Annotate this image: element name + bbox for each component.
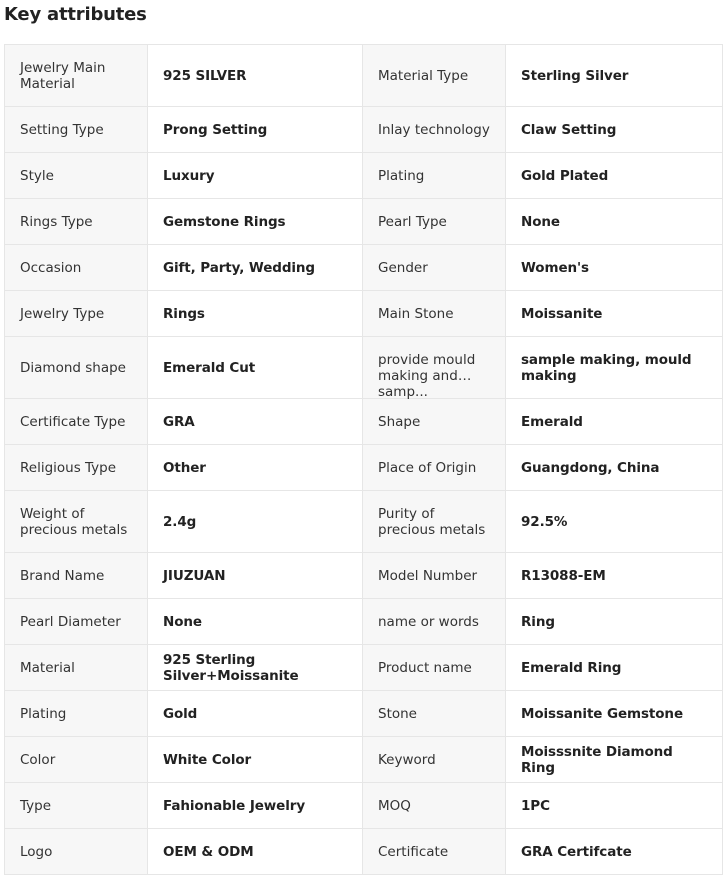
attribute-name: Main Stone: [378, 305, 454, 322]
attribute-value: sample making, mould making: [521, 351, 692, 384]
attribute-name: Brand Name: [20, 567, 105, 584]
attribute-value: Ring: [521, 613, 555, 630]
attribute-value-cell: [506, 491, 723, 553]
attribute-name-cell: [5, 199, 148, 245]
attribute-name-cell: [5, 691, 148, 737]
attribute-value-cell: [148, 45, 363, 107]
attribute-value-cell: [506, 829, 723, 875]
attribute-name: Stone: [378, 705, 417, 722]
attribute-value: White Color: [163, 751, 252, 768]
table-row: [5, 337, 723, 399]
attribute-value: 1PC: [521, 797, 550, 814]
attribute-value: GRA: [163, 413, 195, 430]
attribute-name: name or words: [378, 613, 479, 630]
attribute-name: Plating: [378, 167, 425, 184]
attribute-name-cell: [363, 245, 506, 291]
attribute-value: Moissanite Gemstone: [521, 705, 683, 722]
attribute-name-cell: [363, 553, 506, 599]
attribute-value: Emerald Cut: [163, 359, 256, 376]
attribute-value-cell: [148, 107, 363, 153]
attribute-value: Gift, Party, Wedding: [163, 259, 315, 276]
attribute-value: 925 SILVER: [163, 67, 247, 84]
attribute-value-cell: [506, 783, 723, 829]
attribute-value-cell: [148, 553, 363, 599]
attribute-name: Keyword: [378, 751, 436, 768]
attribute-name: Type: [20, 797, 52, 814]
attribute-name: Pearl Diameter: [20, 613, 121, 630]
table-row: [5, 107, 723, 153]
attribute-value-cell: [148, 645, 363, 691]
attribute-name: Certificate: [378, 843, 449, 860]
attribute-value-cell: [148, 337, 363, 399]
attribute-value: Moisssnite Diamond Ring: [521, 743, 673, 776]
attribute-name-cell: [5, 737, 148, 783]
attribute-value-cell: [148, 599, 363, 645]
attribute-value-cell: [506, 399, 723, 445]
attribute-value: Luxury: [163, 167, 215, 184]
attribute-value-cell: [506, 153, 723, 199]
attribute-name-cell: [5, 107, 148, 153]
attribute-name: Plating: [20, 705, 67, 722]
attribute-value-cell: [506, 245, 723, 291]
attribute-name-cell: [363, 829, 506, 875]
attribute-name-cell: [5, 553, 148, 599]
attribute-value: JIUZUAN: [163, 567, 226, 584]
attribute-value: R13088-EM: [521, 567, 606, 584]
attribute-name: Style: [20, 167, 54, 184]
attribute-value: GRA Certifcate: [521, 843, 632, 860]
attribute-name: Rings Type: [20, 213, 93, 230]
attribute-value-cell: [148, 399, 363, 445]
attribute-name: Occasion: [20, 259, 82, 276]
attribute-name: Pearl Type: [378, 213, 447, 230]
attribute-name-cell: [5, 491, 148, 553]
table-row: [5, 599, 723, 645]
attribute-value: Women's: [521, 259, 589, 276]
attribute-name-cell: [5, 337, 148, 399]
attribute-value-cell: [506, 599, 723, 645]
attribute-name: provide mould making and samp...: [378, 351, 476, 400]
table-row: [5, 199, 723, 245]
attribute-value: Gold: [163, 705, 198, 722]
attribute-value-cell: [148, 737, 363, 783]
table-row: [5, 399, 723, 445]
attribute-value-cell: [506, 107, 723, 153]
attribute-value-cell: [148, 245, 363, 291]
attribute-value-cell: [506, 691, 723, 737]
attribute-name: Shape: [378, 413, 421, 430]
attribute-value: Emerald: [521, 413, 583, 430]
attribute-name-cell: [363, 491, 506, 553]
attribute-name-cell: [5, 783, 148, 829]
attribute-name: Logo: [20, 843, 53, 860]
attribute-name-cell: [5, 399, 148, 445]
attribute-name-cell: [363, 445, 506, 491]
attribute-value-cell: [148, 691, 363, 737]
attribute-value: Sterling Silver: [521, 67, 629, 84]
attribute-name: Inlay technology: [378, 121, 490, 138]
attribute-value-cell: [506, 645, 723, 691]
attribute-value-cell: [148, 199, 363, 245]
attribute-value: None: [163, 613, 202, 630]
attribute-value-cell: [506, 291, 723, 337]
attribute-value: OEM & ODM: [163, 843, 254, 860]
attribute-value: Moissanite: [521, 305, 603, 322]
table-row: [5, 645, 723, 691]
attribute-name-cell: [363, 645, 506, 691]
attribute-name-cell: [363, 399, 506, 445]
attribute-value: Emerald Ring: [521, 659, 622, 676]
attribute-value-cell: [148, 291, 363, 337]
attribute-value: 925 Sterling Silver+Moissanite: [163, 651, 299, 684]
attribute-name-cell: [5, 645, 148, 691]
attribute-name: Diamond shape: [20, 359, 126, 376]
table-row: [5, 245, 723, 291]
attribute-name: Material Type: [378, 67, 469, 84]
attribute-name: Model Number: [378, 567, 478, 584]
attribute-name-cell: [363, 691, 506, 737]
attribute-value-cell: [506, 445, 723, 491]
attribute-value: None: [521, 213, 560, 230]
attribute-name-cell: [363, 737, 506, 783]
attribute-name-cell: [5, 291, 148, 337]
attribute-name-cell: [363, 107, 506, 153]
attribute-value: 2.4g: [163, 513, 197, 530]
attribute-value: Fahionable Jewelry: [163, 797, 306, 814]
attribute-value-cell: [148, 783, 363, 829]
table-row: [5, 737, 723, 783]
attribute-name-cell: [5, 153, 148, 199]
table-row: [5, 691, 723, 737]
attribute-value-cell: [506, 45, 723, 107]
table-row: [5, 491, 723, 553]
key-attributes-table: [4, 44, 723, 875]
attribute-name: Weight of precious metals: [20, 505, 128, 538]
attribute-name-cell: [363, 291, 506, 337]
attribute-name-cell: [5, 829, 148, 875]
attribute-name: Certificate Type: [20, 413, 126, 430]
attribute-name: Jewelry Type: [20, 305, 105, 322]
attribute-name-cell: [363, 783, 506, 829]
attribute-value-cell: [506, 737, 723, 783]
attribute-value: Other: [163, 459, 206, 476]
attribute-name: Gender: [378, 259, 428, 276]
attribute-value: Guangdong, China: [521, 459, 660, 476]
table-row: [5, 291, 723, 337]
table-row: [5, 783, 723, 829]
attribute-value: Gold Plated: [521, 167, 609, 184]
key-attributes-body: [5, 45, 723, 875]
attribute-value: Gemstone Rings: [163, 213, 286, 230]
attribute-name-cell: [5, 45, 148, 107]
table-row: [5, 153, 723, 199]
attribute-name-cell: [363, 45, 506, 107]
attribute-name: Place of Origin: [378, 459, 477, 476]
attribute-value: Claw Setting: [521, 121, 617, 138]
attribute-value: Prong Setting: [163, 121, 268, 138]
attribute-name: MOQ: [378, 797, 411, 814]
attribute-value-cell: [148, 445, 363, 491]
table-row: [5, 553, 723, 599]
table-row: [5, 45, 723, 107]
attribute-value-cell: [148, 153, 363, 199]
attribute-value-cell: [148, 829, 363, 875]
attribute-name: Setting Type: [20, 121, 104, 138]
attribute-name-cell: [363, 199, 506, 245]
attribute-name: Product name: [378, 659, 472, 676]
attribute-name-cell: [363, 599, 506, 645]
attribute-name-cell: [5, 599, 148, 645]
attribute-name: Material: [20, 659, 75, 676]
attribute-value-cell: [148, 491, 363, 553]
attribute-name: Religious Type: [20, 459, 117, 476]
attribute-value-cell: [506, 199, 723, 245]
attribute-value: 92.5%: [521, 513, 568, 530]
page-title: Key attributes: [4, 4, 147, 25]
attribute-name-cell: [363, 337, 506, 399]
attribute-name-cell: [363, 153, 506, 199]
attribute-value-cell: [506, 337, 723, 399]
attribute-name: Color: [20, 751, 56, 768]
attribute-name-cell: [5, 445, 148, 491]
attribute-name: Jewelry Main Material: [20, 59, 106, 92]
table-row: [5, 829, 723, 875]
attribute-value: Rings: [163, 305, 205, 322]
attribute-name-cell: [5, 245, 148, 291]
attribute-value-cell: [506, 553, 723, 599]
table-row: [5, 445, 723, 491]
attribute-name: Purity of precious metals: [378, 505, 486, 538]
